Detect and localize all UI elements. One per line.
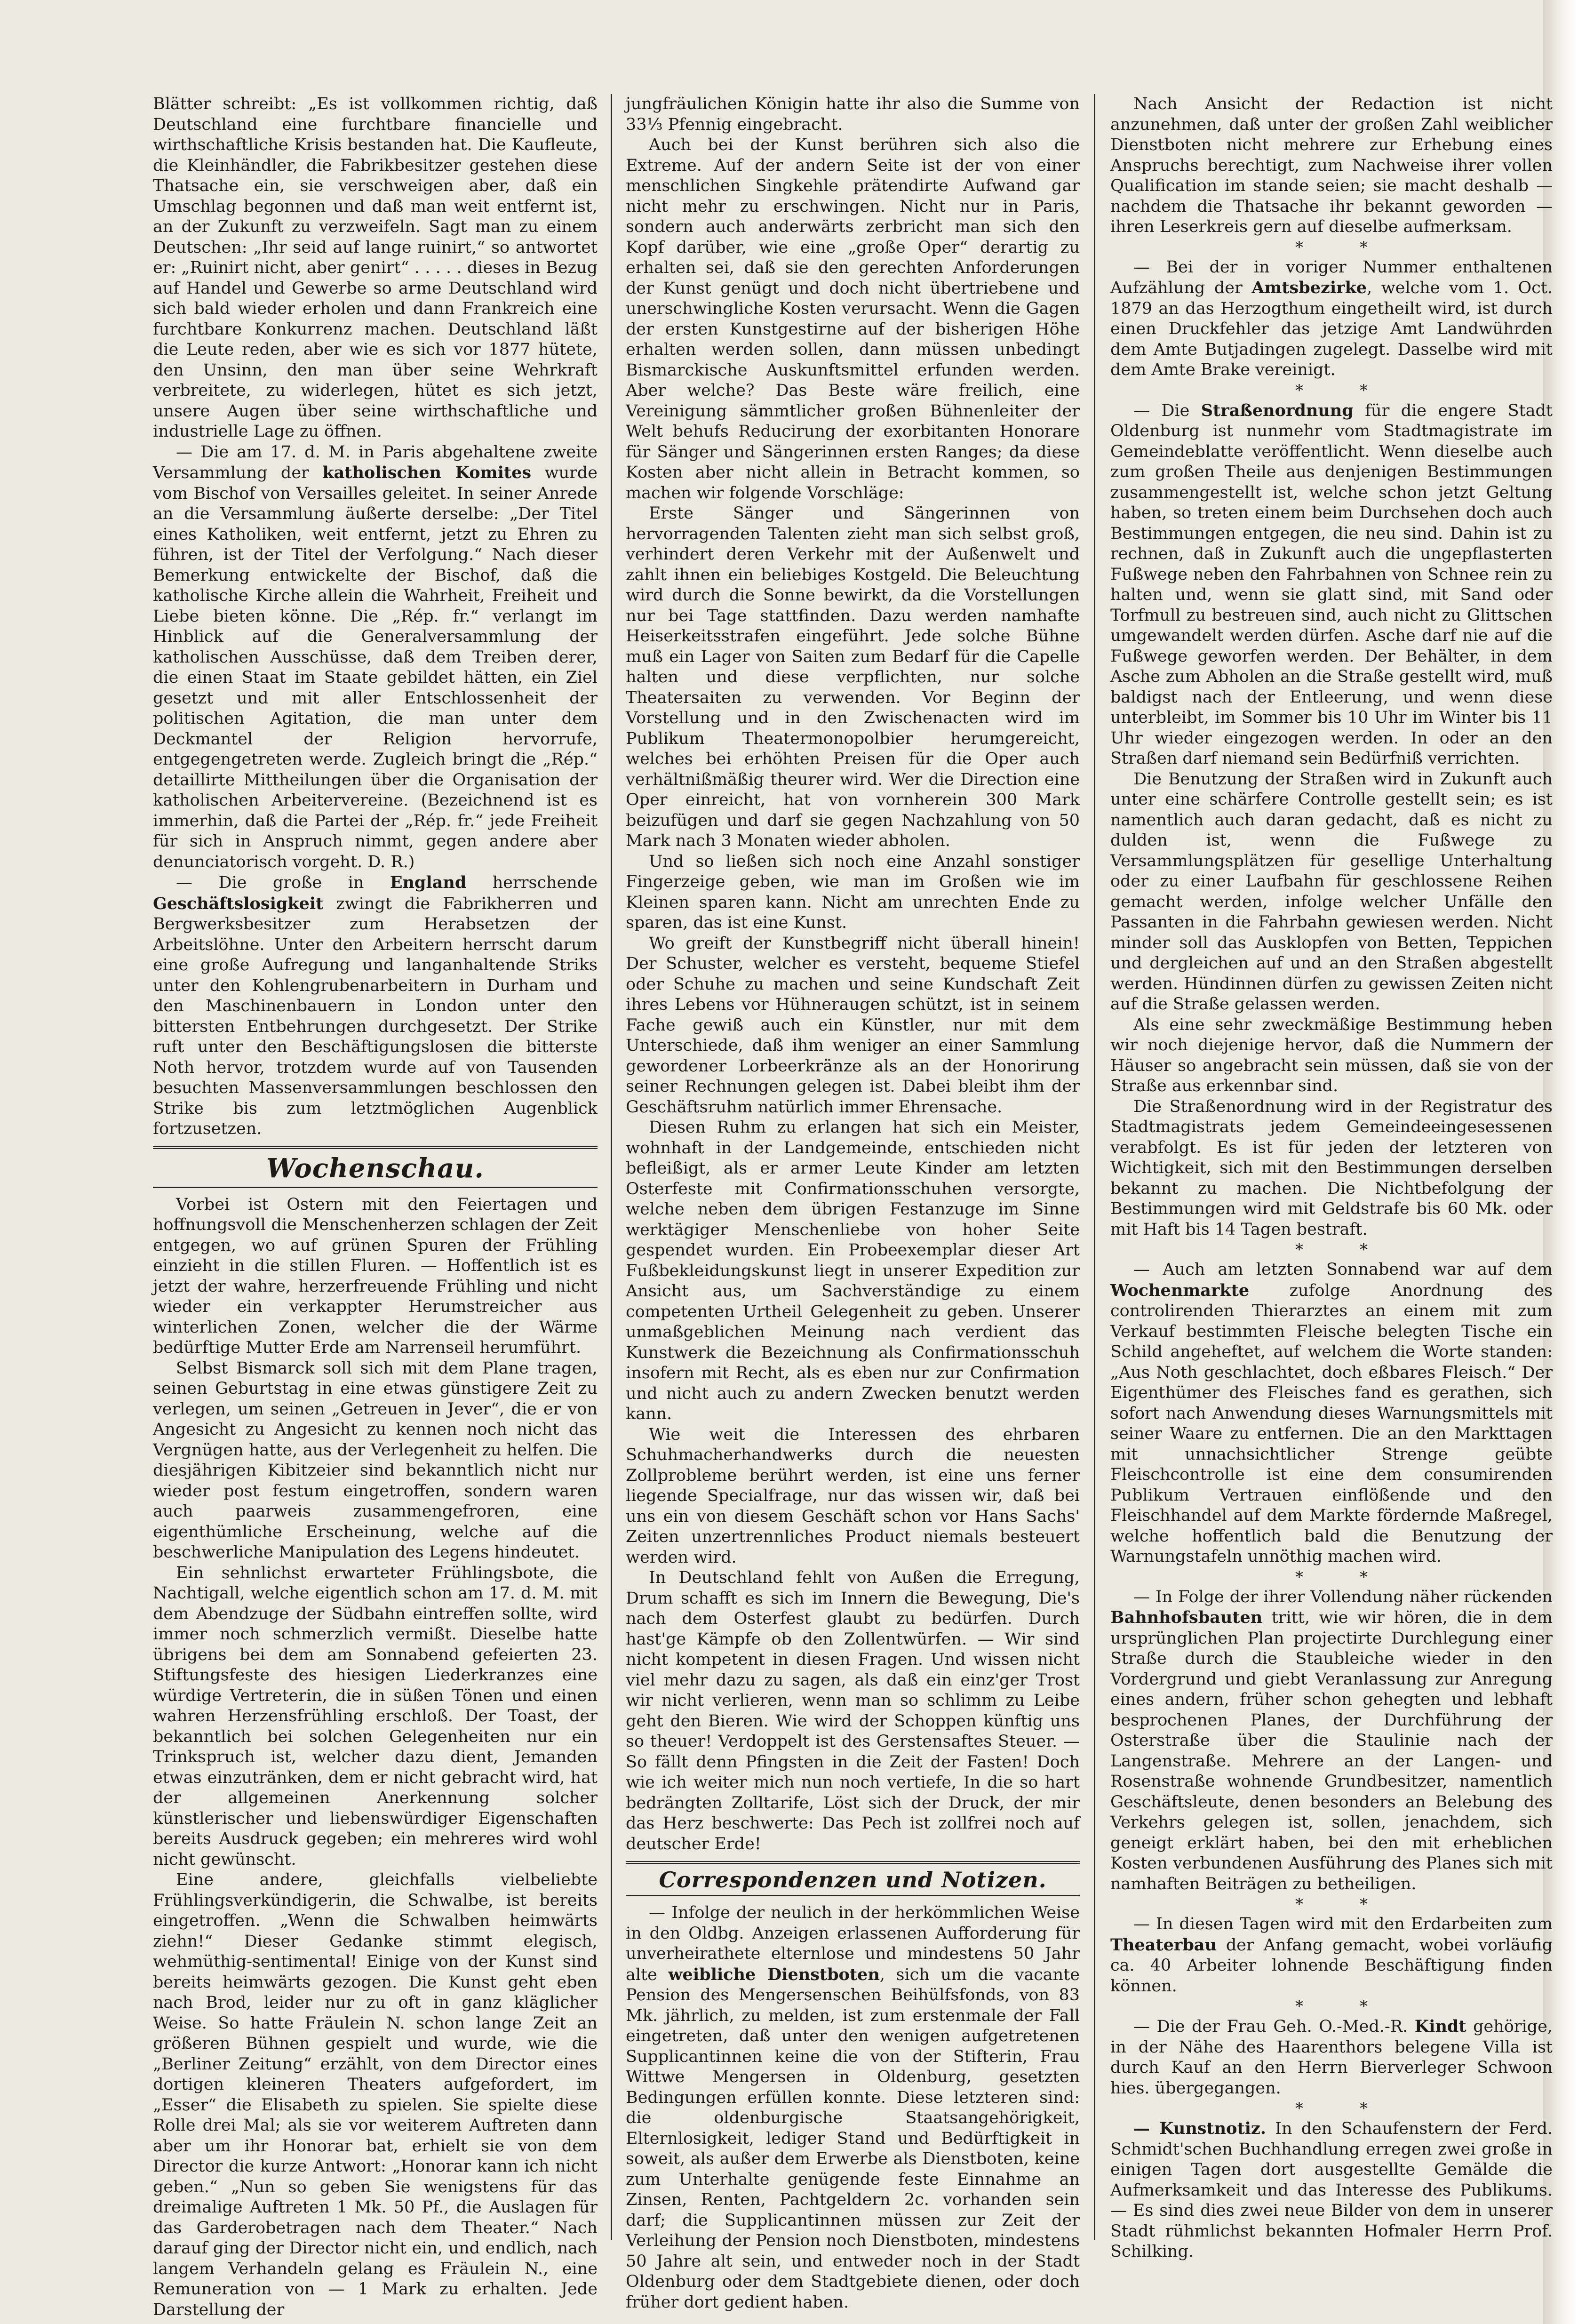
paragraph (1110, 2118, 1553, 2262)
paragraph: Diesen Ruhm zu erlangen hat sich ein Meister, wohnhaft in der Landgemeinde, entschieden nicht befleißigt, als er armer Leute Kinder am letzten Osterfeste mit Confirmationsschuhen versorgte, welche neben dem übrigen Festanzuge im Sinne werktägiger Menschenliebe von hoher Seite gespendet wurden. Ein Probeexemplar dieser Art Fußbekleidungskunst liegt in unserer Expedition zur Ansicht aus, um Sachverständige zu einem competenten Urtheil Gelegenheit zu geben. Unserer unmaßgeblichen Meinung nach verdient das Kunstwerk die Bezeichnung als Confirmationsschuh insofern mit Recht, als es eben nur zur Confirmation und nicht auch zu andern Zwecken benutzt werden kann. (626, 1118, 1080, 1423)
paragraph (1110, 1914, 1553, 1997)
text: — Auch am letzten Sonnabend war auf dem (1133, 1260, 1553, 1279)
paragraph: Ein sehnlichst erwarteter Frühlingsbote, die Nachtigall, welche eigentlich schon am 17. d. M. mit dem Abendzuge der Südbahn eintreffen sollte, wird immer noch schmerzlich vermißt. Dieselbe hatte übrigens bei dem am Sonnabend gefeierten 23. Stiftungsfeste des hiesigen Liederkranzes eine würdige Vertreterin, die in süßen Tönen und einen wahren Herzensfrühling erschloß. Der Toast, der bekanntlich bei solchen Gelegenheiten nur ein Trinkspruch ist, welcher dazu dient, Jemanden etwas einzutränken, dem er nicht gebracht wird, hat der allgemeinen Anerkennung solcher künstlerischer und liebenswürdiger Eigenschaften bereits Ausdruck gegeben; ein mehreres wird wohl nicht gewünscht. (153, 1563, 598, 1869)
paragraph (153, 442, 598, 873)
paragraph (153, 872, 598, 1140)
column-2 (626, 94, 1080, 2312)
text: — In diesen Tagen wird mit den Erdarbeiten zum (1133, 1915, 1553, 1933)
keyword: England (390, 873, 467, 892)
separator-asterisks: * * (1295, 2099, 1368, 2118)
text: — Infolge der neulich in der herkömmlichen Weise in den Oldbg. Anzeigen erlassenen Aufforderung für unverheirathete elternlose und mindestens 50 Jahr alte (626, 1903, 1080, 1984)
text: — In Folge der ihrer Vollendung näher rückenden (1133, 1587, 1553, 1606)
paragraph: Blätter schreibt: „Es ist vollkommen richtig, daß Deutschland eine furchtbare financielle und wirthschaftliche Krisis bestanden hat. Die Kaufleute, die Kleinhändler, die Fabrikbesitzer gestehen diese Thatsache ein, sie verschweigen aber, daß ein Umschlag begonnen und daß man weit entfernt ist, an der Zukunft zu verzweifeln. Sagt man zu einem Deutschen: „Ihr seid auf lange ruinirt,“ so antwortet er: „Ruinirt nicht, aber genirt“ . . . . . dieses in Bezug auf Handel und Gewerbe so arme Deutschland wird sich bald wieder erholen und dann Frankreich eine furchtbare Konkurrenz machen. Deutschland läßt die Leute reden, aber wie es sich vor 1877 hütete, den Unsinn, den man über seine Wehrkraft verbreitete, zu widerlegen, hütet es sich jetzt, unsere Augen über seine wirthschaftliche und industrielle Lage zu öffnen. (153, 95, 598, 441)
column-rule-2 (1094, 94, 1095, 2240)
paragraph: Erste Sänger und Sängerinnen von hervorragenden Talenten zieht man sich selbst groß, verhindert deren Verkehr mit der Außenwelt und zahlt ihnen ein beliebiges Kostgeld. Die Beleuchtung wird durch die Sonne bewirkt, da die Vorstellungen nur bei Tage stattfinden. Dazu werden namhafte Heiserkeitsstrafen eingeführt. Jede solche Bühne muß ein Lager von Saiten zum Bedarf für die Capelle halten und diese verpflichten, nur solche Theatersaiten zu verwenden. Vor Beginn der Vorstellung und in den Zwischenacten wird im Publikum Theatermonopolbier herumgereicht, welches bei erhöhten Preisen für die Oper auch verhältnißmäßig theurer wird. Wer die Direction eine Oper einreicht, hat von vornherein 300 Mark beizufügen und darf sie gegen Nachzahlung von 50 Mark nach 3 Monaten wieder abholen. (626, 504, 1080, 850)
text: zwingt die Fabrikherren und Bergwerksbesitzer zum Herabsetzen der Arbeitslöhne. Unter den Arbeitern herrscht darum eine große Aufregung und langanhaltende Striks unter den Kohlengrubenarbeitern in Durham und den Maschinenbauern in London unter den bittersten Entbehrungen durchgesetzt. Der Strike ruft unter den Beschäftigungslosen die bitterste Noth hervor, trotzdem wurde auf von Tausenden besuchten Massenversammlungen beschlossen den Strike bis zum letztmöglichen Augenblick fortzusetzen. (153, 894, 598, 1138)
text: , welche vom 1. Oct. 1879 an das Herzogthum eingetheilt wird, ist durch einen Druckfehler das jetzige Amt Landwührden dem Amte Butjadingen zugelegt. Dasselbe wird mit dem Amte Brake vereinigt. (1110, 279, 1553, 379)
paragraph: Und so ließen sich noch eine Anzahl sonstiger Fingerzeige geben, wie man im Großen wie im Kleinen sparen kann. Nicht am unrechten Ende zu sparen, das ist eine Kunst. (626, 852, 1080, 932)
paragraph: In Deutschland fehlt von Außen die Erregung, Drum schafft es sich im Innern die Bewegung, Die's nach dem Osterfest glaubt zu bedürfen. Durch hast'ge Kämpfe ob den Zollentwürfen. — Wir sind nicht kompetent in diesen Fragen. Und wissen nicht viel mehr dazu zu sagen, als daß ein einz'ger Trost wir nicht verlieren, wenn man so schlimm zu Leibe geht den Bieren. Wie wird der Schoppen künftig uns so theuer! Verdoppelt ist des Gerstensaftes Steuer. — So fällt denn Pfingsten in die Zeit der Fasten! Doch wie ich weiter mich nun noch vertiefe, In die so hart bedrängten Zolltarife, Löst sich der Druck, der mir das Herz beschwerte: Das Pech ist zollfrei noch auf deutscher Erde! (626, 1568, 1080, 1853)
keyword: Theaterbau (1110, 1935, 1217, 1955)
section-title: Correspondenzen und Notizen. (659, 1867, 1047, 1893)
separator-asterisks: * * (1295, 381, 1368, 400)
keyword: Wochenmarkte (1110, 1280, 1250, 1300)
text: für die engere Stadt Oldenburg ist nunmehr vom Stadtmagistrate im Gemeindeblatte veröffentlicht. Wenn dieselbe auch zum großen Theile aus denjenigen Bestimmungen zusammengestellt ist, welche schon jetzt Geltung haben, so treten einem beim Durchsehen doch auch Bestimmungen entgegen, die neu sind. Dahin ist zu rechnen, daß in Zukunft auch die ungepflasterten Fußwege neben den Fahrbahnen von Schnee rein zu halten und, wenn sie glatt sind, mit Sand oder Torfmull zu bestreuen sind, auch nicht zu Glittschen umgewandelt werden dürfen. Asche darf nie auf die Fußwege geworfen werden. Der Behälter, in dem Asche zum Abholen an die Straße gestellt wird, muß baldigst nach der Entleerung, und wenn diese unterbleibt, im Sommer bis 10 Uhr im Winter bis 11 Uhr wieder eingezogen werden. In oder an den Straßen darf niemand sein Bedürfniß verrichten. (1110, 401, 1553, 768)
paragraph (1110, 1260, 1553, 1567)
paragraph: Selbst Bismarck soll sich mit dem Plane tragen, seinen Geburtstag in eine etwas günstigere Zeit zu verlegen, um seinen „Getreuen in Jever“, die er von Angesicht zu Angesicht zu kennen noch nicht das Vergnügen hatte, aus der Verlegenheit zu helfen. Die diesjährigen Kibitzeier sind bekanntlich nicht nur wieder post festum eingetroffen, sondern waren auch paarweis zusammengefroren, eine eigenthümliche Erscheinung, welche auf die beschwerliche Manipulation des Legens hindeutet. (153, 1358, 598, 1562)
paragraph: Eine andere, gleichfalls vielbeliebte Frühlingsverkündigerin, die Schwalbe, ist bereits eingetroffen. „Wenn die Schwalben heimwärts ziehn!“ Dieser Gedanke stimmt elegisch, wehmüthig-sentimental! Einige von der Kunst sind bereits heimwärts gezogen. Die Kunst geht eben nach Brod, leider nur zu oft in ganz kläglicher Weise. So hatte Fräulein N. schon lange Zeit an größeren Bühnen gespielt und wurde, wie die „Berliner Zeitung“ erzählt, von dem Director eines dortigen kleineren Theaters aufgefordert, im „Esser“ die Elisabeth zu spielen. Sie spielte diese Rolle drei Mal; als sie vor weiterem Auftreten dann aber um ihr Honorar bat, erhielt sie von dem Director die kurze Antwort: „Honorar kann ich nicht geben.“ „Nun so geben Sie wenigstens für das dreimalige Auftreten 1 Mk. 50 Pf., die Auslagen für das Garderobetragen nach dem Theater.“ Nach darauf ging der Director nicht ein, und endlich, nach langem Verhandeln gelang es Fräulein N., eine Remuneration von — 1 Mark zu erhalten. Jede Darstellung der (153, 1870, 598, 2319)
text: — Die große in (176, 873, 364, 892)
text: zufolge Anordnung des controlirenden Thierarztes an einem mit zum Verkauf bestimmten Fleische belegten Tische ein Schild angeheftet, auf welchem die Worte standen: „Aus Noth geschlachtet, doch eßbares Fleisch.“ Der Eigenthümer des Fleisches fand es gerathen, sich sofort nach Anwendung dieses Warnungsmittels mit seiner Waare zu entfernen. Die an den Markttagen mit unnachsichtlicher Strenge geübte Fleischcontrolle ist eine dem consumirenden Publikum Vertrauen einflößende und den Fleischhandel auf dem Markte fördernde Maßregel, welche hoffentlich bald die Benutzung der Warnungstafeln unnöthig machen wird. (1110, 1281, 1553, 1566)
paragraph: Vorbei ist Ostern mit den Feiertagen und hoffnungsvoll die Menschenherzen schlagen der Zeit entgegen, wo auf grünen Spuren der Frühling einzieht in die stillen Fluren. — Hoffentlich ist es jetzt der wahre, herzerfreuende Frühling und nicht wieder ein verkappter Herumstreicher aus winterlichen Zonen, welcher die der Wärme bedürftige Mutter Erde am Narrenseil herumführt. (153, 1195, 598, 1357)
paragraph (1110, 257, 1553, 381)
text: , sich um die vacante Pension des Mengersenschen Beihülfsfonds, von 83 Mk. jährlich, zu melden, ist zum erstenmale der Fall eingetreten, daß unter den wenigen aufgetretenen Supplicantinnen keine die von der Stifterin, Frau Wittwe Mengersen in Oldenburg, gesetzten Bedingungen erfüllen konnte. Diese letzteren sind: die oldenburgische Staatsangehörigkeit, Elternlosigkeit, lediger Stand und Bedürftigkeit in soweit, als außer dem Erwerbe als Dienstboten, keine zum Unterhalte genügende feste Einnahme an Zinsen, Renten, Pachtgeldern 2c. vorhanden sein darf; die Supplicantinnen müssen zur Zeit der Verleihung der Pension noch Dienstboten, mindestens 50 Jahre alt sein, und entweder noch in der Stadt Oldenburg oder dem Stadtgebiete dienen, oder doch früher dort gedient haben. (626, 1965, 1080, 2312)
paragraph: Wie weit die Interessen des ehrbaren Schuhmacherhandwerks durch die neuesten Zollprobleme berührt werden, ist eine uns ferner liegende Specialfrage, nur das wissen wir, daß bei uns ein von diesem Geschäft schon vor Hans Sachs' Zeiten unzertrennliches Product niemals besteuert werden wird. (626, 1425, 1080, 1567)
text: tritt, wie wir hören, die in dem ursprünglichen Plan projectirte Durchlegung einer Straße durch die Staubleiche wieder in den Vordergrund und giebt Veranlassung zur Anregung eines andern, früher schon gehegten und lebhaft besprochenen Planes, der Durchführung der Osterstraße über die Staulinie nach der Langenstraße. Mehrere an der Langen- und Rosenstraße wohnende Grundbesitzer, namentlich Geschäftsleute, denen besonders an Belebung des Verkehrs gelegen ist, sollen, jenachdem, sich geneigt erklärt haben, bei den mit erheblichen Kosten verbundenen Ausführung des Planes sich mit namhaften Beiträgen zu betheiligen. (1110, 1608, 1553, 1893)
paragraph (1110, 1587, 1553, 1895)
separator-asterisks: * * (1295, 1895, 1368, 1914)
paragraph: Die Straßenordnung wird in der Registratur des Stadtmagistrats jedem Gemeindeeingesessenen verabfolgt. Es ist für jeden der letzteren von Wichtigkeit, sich mit den Bestimmungen derselben bekannt zu machen. Die Nichtbefolgung der Bestimmungen wird mit Geldstrafe bis 60 Mk. oder mit Haft bis 14 Tagen bestraft. (1110, 1097, 1553, 1239)
keyword: Amtsbezirke (1251, 278, 1367, 297)
text: gehörige, in der Nähe des Haarenthors belegene Villa ist durch Kauf an den Herrn Bierverleger Schwoon hies. übergegangen. (1110, 2017, 1553, 2098)
column-1 (153, 94, 598, 2319)
text: der Anfang gemacht, wobei vorläufig ca. 40 Arbeiter lohnende Beschäftigung finden können. (1110, 1935, 1553, 1996)
paragraph: Wo greift der Kunstbegriff nicht überall hinein! Der Schuster, welcher es versteht, bequeme Stiefel oder Schuhe zu machen und seine Kundschaft Zeit ihres Lebens vor Hühneraugen schützt, ist in seinem Fache gewiß auch ein Künstler, nur mit dem Unterschiede, daß ihm weniger an einer Sammlung gewordener Lorbeerkränze als an der Honorirung seiner Rechnungen gelegen ist. Dabei bleibt ihm der Geschäftsruhm natürlich immer Ehrensache. (626, 934, 1080, 1117)
text: — Bei der in voriger Nummer enthaltenen Aufzählung der (1110, 257, 1553, 297)
text: — Die der Frau Geh. O.-Med.-R. (1133, 2017, 1408, 2036)
separator-asterisks: * * (1295, 1240, 1368, 1259)
paragraph (1110, 2016, 1553, 2099)
keyword: Geschäftslosigkeit (153, 894, 324, 913)
keyword: katholischen Komites (322, 463, 532, 482)
keyword: — Kunstnotiz. (1133, 2119, 1266, 2138)
keyword: Straßenordnung (1201, 400, 1354, 420)
separator-asterisks: * * (1295, 1997, 1368, 2016)
text: — Die (1133, 401, 1190, 420)
paragraph (1110, 400, 1553, 769)
paragraph: Nach Ansicht der Redaction ist nicht anzunehmen, daß unter der großen Zahl weiblicher Dienstboten nicht mehrere zur Erhebung eines Anspruchs berechtigt, zum Nachweise ihrer vollen Qualification im stande seien; sie macht deshalb — nachdem die Thatsache ihr bekannt geworden — ihren Leserkreis gern auf dieselbe aufmerksam. (1110, 95, 1553, 236)
paragraph: jungfräulichen Königin hatte ihr also die Summe von 33⅓ Pfennig eingebracht. (626, 95, 1080, 134)
paragraph: Die Benutzung der Straßen wird in Zukunft auch unter eine schärfere Controlle gestellt sein; es ist namentlich auch daran gedacht, daß es nicht zu dulden ist, wenn die Fußwege zu Versammlungsplätzen für gesellige Unterhaltung oder zu einer Laufbahn für geschlossene Reihen gemacht werden, infolge welcher Unfälle den Passanten in die Fahrbahn gewiesen werden. Nicht minder soll das Ausklopfen von Betten, Teppichen und dergleichen auf und an den Straßen abgestellt werden. Hündinnen dürfen zu gewissen Zeiten nicht auf die Straße gelassen werden. (1110, 769, 1553, 1014)
column-rule-1 (611, 94, 612, 2240)
text: — Die am 17. d. M. in Paris abgehaltene zweite Versammlung der (153, 442, 598, 482)
text: wurde vom Bischof von Versailles geleitet. In seiner Anrede an die Versammlung äußerte derselbe: „Der Titel eines Katholiken, weit entfernt, jetzt zu Ehren zu führen, ist der Titel der Verfolgung.“ Nach dieser Bemerkung entwickelte der Bischof, daß die katholische Kirche allein die Wahrheit, Freiheit und Liebe bieten könne. Die „Rép. fr.“ verlangt im Hinblick auf die Generalversammlung der katholischen Ausschüsse, daß dem Treiben derer, die einen Staat im Staate gebildet hätten, ein Ziel gesetzt und mit aller Entschlossenheit der politischen Agitation, die man unter dem Deckmantel der Religion hervorrufe, entgegengetreten werde. Zugleich bringt die „Rép.“ detaillirte Mittheilungen über die Organisation der katholischen Arbeitervereine. (Bezeichnend ist es immerhin, daß die Partei der „Rép. fr.“ jede Freiheit für sich in Anspruch nimmt, gegen andere aber denunciatorisch vorgeht. D. R.) (153, 463, 598, 871)
keyword: Bahnhofsbauten (1110, 1608, 1263, 1627)
keyword: Kindt (1414, 2017, 1466, 2036)
column-3 (1110, 94, 1553, 2261)
paragraph: Als eine sehr zweckmäßige Bestimmung heben wir noch diejenige hervor, daß die Nummern der Häuser so angebracht sein müssen, daß sie von der Straße aus erkennbar sind. (1110, 1015, 1553, 1095)
section-title: Wochenschau. (266, 1152, 485, 1184)
section-heading-correspondenzen (626, 1861, 1080, 1896)
separator-asterisks: * * (1295, 238, 1368, 257)
paragraph (626, 1903, 1080, 2313)
text: herrschende (492, 873, 598, 892)
keyword: weibliche Dienstboten (668, 1965, 880, 1984)
separator-asterisks: * * (1295, 1567, 1368, 1587)
text: In den Schaufenstern der Ferd. Schmidt'schen Buchhandlung erregen zwei große in einigen Tagen dort ausgestellte Gemälde die Aufmerksamkeit und das Interesse des Publikums. — Es sind dies zwei neue Bilder von dem in unserer Stadt rühmlichst bekannten Hofmaler Herrn Prof. Schilking. (1110, 2119, 1553, 2261)
paragraph: Auch bei der Kunst berühren sich also die Extreme. Auf der andern Seite ist der von einer menschlichen Singkehle prätendirte Aufwand gar nicht mehr zu erschwingen. Nicht nur in Paris, sondern auch anderwärts zerbricht man sich den Kopf darüber, wie eine „große Oper“ derartig zu erhalten sei, daß sie den gerechten Anforderungen der Kunst genügt und doch nicht übertriebene und unerschwingliche Kosten verursacht. Wenn die Gagen der ersten Kunstgestirne auf der bisherigen Höhe erhalten werden sollen, dann müssen unbedingt Bismarckische Auskunftsmittel erfunden werden. Aber welche? Das Beste wäre freilich, eine Vereinigung sämmtlicher großen Bühnenleiter der Welt behufs Reducirung der exorbitanten Honorare für Sänger und Sängerinnen ersten Ranges; da diese Kosten aber nicht allein in Betracht kommen, so machen wir folgende Vorschläge: (626, 136, 1080, 503)
section-heading-wochenschau (153, 1146, 598, 1188)
